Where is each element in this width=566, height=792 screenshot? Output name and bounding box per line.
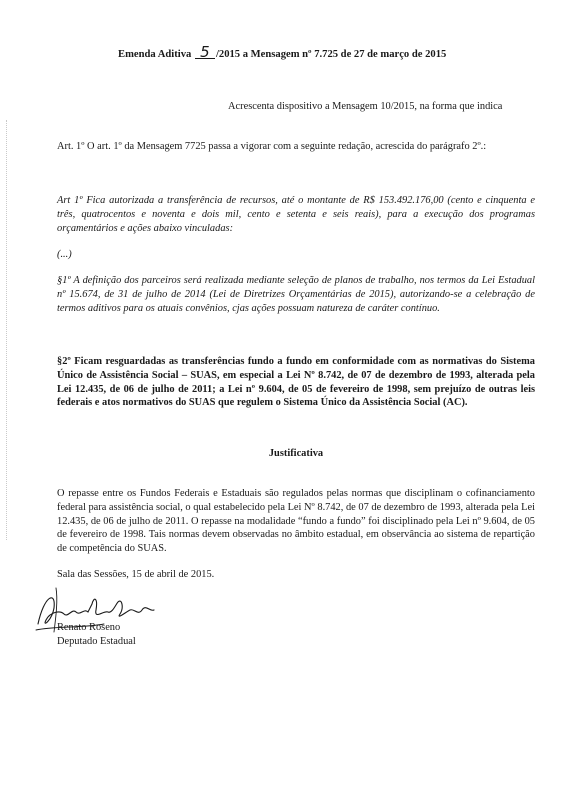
justificativa-heading: Justificativa xyxy=(268,448,324,459)
place-date: Sala das Sessões, 15 de abril de 2015. xyxy=(57,569,215,580)
title-prefix: Emenda Aditiva xyxy=(118,49,192,60)
title-suffix: /2015 a Mensagem nº 7.725 de 27 de março de 2015 xyxy=(215,49,447,60)
justificativa-text: O repasse entre os Fundos Federais e Estaduais são regulados pelas normas que disciplinam o cofinanciamento federal para assistência social, o qual estabelecido pela Lei Nº 8.742, de 07 de dezembro de 1993, alterada pela Lei 12.435, de 06 de julho de 2011. O repasse na modalidade “fundo a fundo” foi disciplinado pela Lei nº 9.604, de 05 de fevereiro de 1998. Tais normas devem observadas no âmbito estadual, em observância ao sistema de repartição de competência do SUAS. xyxy=(57,488,535,555)
scan-edge-line xyxy=(6,120,7,540)
ementa: Acrescenta dispositivo a Mensagem 10/2015, na forma que indica xyxy=(228,101,503,112)
ellipsis: (...) xyxy=(57,249,72,260)
handwritten-number: 5 xyxy=(195,47,215,59)
paragraph-2: §2º Ficam resguardadas as transferências fundo a fundo em conformidade com as normativas do Sistema Único de Assistência Social – SUAS, em especial a Lei Nº 8.742, de 07 de dezembro de 1993, alterada pela Lei 12.435, de 06 de julho de 2011; a Lei nº 9.604, de 05 de fevereiro de 1998, sem prejuízo de outras leis federais e atos normativos do SUAS que regulem o Sistema Único da Assistência Social (AC). xyxy=(57,356,535,409)
article-1-intro: Art. 1º O art. 1º da Mensagem 7725 passa a vigorar com a seguinte redação, acrescida do parágrafo 2º.: xyxy=(57,141,487,152)
signer-name: Renato Roseno xyxy=(57,622,121,633)
paragraph-1: §1º A definição dos parceiros será realizada mediante seleção de planos de trabalho, nos termos da Lei Estadual nº 15.674, de 31 de julho de 2014 (Lei de Diretrizes Orçamentárias de 2015), autorizando-se a celebração de termos aditivos para os atuais convênios, cjas ações possuam natureza de caráter contínuo. xyxy=(57,275,535,314)
article-1-text: Art 1º Fica autorizada a transferência de recursos, até o montante de R$ 153.492.176,00 (cento e cinquenta e três, quatrocentos e noventa e dois mil, cento e setenta e seis reais), para a execução dos programas orçamentários e ações abaixo vinculadas: xyxy=(57,195,535,234)
document-title xyxy=(118,43,498,61)
signer-role: Deputado Estadual xyxy=(57,636,136,647)
